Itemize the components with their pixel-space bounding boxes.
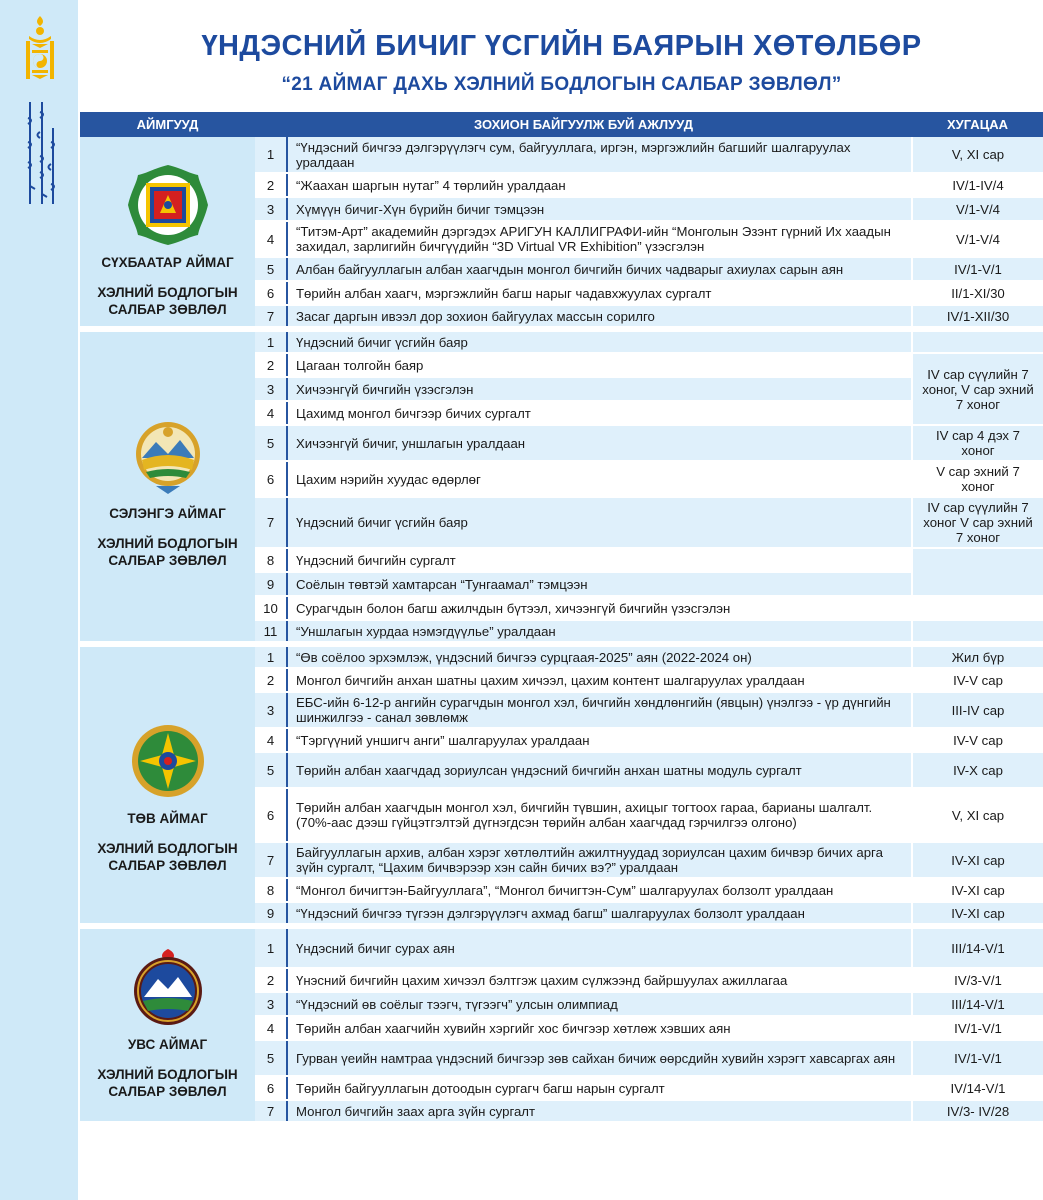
row-number: 10 [255,596,287,620]
row-number: 2 [255,668,287,692]
tuv-emblem-icon [126,719,210,803]
activity-text: Үнэсний бичгийн цахим хичээл бэлтгэж цахим сүлжээнд байршуулах ажиллагаа [287,968,912,992]
activity-text: Төрийн албан хаагчдын монгол хэл, бичгийн түвшин, ахицыг тогтоох гараа, барианы шалгалт. (70%-аас дээш гүйцэтгэлтэй дүгнэгдсэн төрийн албан хаагчдад гэрчилгээ олгоно) [287,788,912,842]
row-number: 9 [255,902,287,926]
table-body [80,137,1043,1124]
period-cell: V, XI сар [912,137,1043,173]
period-cell: II/1-XI/30 [912,281,1043,305]
activity-text: “Жаахан шаргын нутаг” 4 төрлийн уралдаан [287,173,912,197]
table-row [80,329,1043,353]
activity-text: Төрийн албан хаагчдад зориулсан үндэсний бичгийн анхан шатны модуль сургалт [287,752,912,788]
selenge-emblem-icon [126,414,210,498]
province-cell [80,644,255,926]
row-number: 4 [255,221,287,257]
row-number: 4 [255,1016,287,1040]
row-number: 7 [255,1100,287,1124]
activity-text: Үндэсний бичиг сурах аян [287,926,912,968]
activity-text: Гурван үеийн намтраа үндэсний бичгээр зөв сайхан бичиж өөрсдийн хувийн хэрэгт хавсаргах аян [287,1040,912,1076]
period-cell: IV сар 4 дэх 7 хоног [912,425,1043,461]
council-name: ХЭЛНИЙ БОДЛОГЫН САЛБАР ЗӨВЛӨЛ [97,1067,238,1099]
activity-text: “Өв соёлоо эрхэмлэж, үндэсний бичгээ сурцгаая-2025” аян (2022-2024 он) [287,644,912,668]
activity-text: ЕБС-ийн 6-12-р ангийн сурагчдын монгол хэл, бичгийн хөндлөнгийн (явцын) үнэлгээ - үр дүнгийн шинжилгээ - санал зөвлөмж [287,692,912,728]
activity-text: Хичээнгүй бичиг, уншлагын уралдаан [287,425,912,461]
period-cell: IV/1-IV/4 [912,173,1043,197]
period-cell: V сар эхний 7 хоног [912,461,1043,497]
column-header-province: АЙМГУУД [80,112,255,137]
page-header [80,0,1043,110]
period-cell: IV/3-V/1 [912,968,1043,992]
row-number: 3 [255,692,287,728]
province-name: ТӨВ АЙМАГ [127,811,208,826]
row-number: 3 [255,377,287,401]
period-cell: IV/1-V/1 [912,1040,1043,1076]
row-number: 2 [255,173,287,197]
page-subtitle: “21 АЙМАГ ДАХЬ ХЭЛНИЙ БОДЛОГЫН САЛБАР ЗӨВЛӨЛ” [281,74,842,95]
row-number: 7 [255,305,287,329]
period-cell: IV сар сүүлийн 7 хоног V сар эхний 7 хоног [912,497,1043,548]
activity-text: Соёлын төвтэй хамтарсан “Тунгаамал” тэмцээн [287,572,912,596]
activity-text: “Уншлагын хурдаа нэмэгдүүлье” уралдаан [287,620,912,644]
activity-text: Байгууллагын архив, албан хэрэг хөтлөлтийн ажилтнуудад зориулсан цахим бичвэр бичих арга зүйн сургалт, “Цахим бичвэрээр хэн сайн бичих вэ?” уралдаан [287,842,912,878]
period-cell: V/1-V/4 [912,221,1043,257]
row-number: 6 [255,788,287,842]
row-number: 2 [255,968,287,992]
period-cell: IV сар сүүлийн 7 хоног, V сар эхний 7 хоног [912,353,1043,425]
period-cell [912,329,1043,353]
row-number: 3 [255,197,287,221]
activity-text: “Үндэсний өв соёлыг тээгч, түгээгч” улсын олимпиад [287,992,912,1016]
period-cell [912,548,1043,596]
period-cell: IV/3- IV/28 [912,1100,1043,1124]
council-name: ХЭЛНИЙ БОДЛОГЫН САЛБАР ЗӨВЛӨЛ [97,285,238,317]
row-number: 5 [255,1040,287,1076]
period-cell: IV-XI сар [912,878,1043,902]
period-cell: V, XI сар [912,788,1043,842]
row-number: 6 [255,461,287,497]
sukhbaatar-emblem-icon [126,163,210,247]
period-cell: IV/1-XII/30 [912,305,1043,329]
row-number: 6 [255,1076,287,1100]
row-number: 1 [255,137,287,173]
period-cell: IV/1-V/1 [912,1016,1043,1040]
row-number: 8 [255,548,287,572]
province-cell [80,329,255,644]
row-number: 7 [255,497,287,548]
row-number: 1 [255,926,287,968]
side-strip [0,0,78,1200]
row-number: 1 [255,329,287,353]
activity-text: Хүмүүн бичиг-Хүн бүрийн бичиг тэмцээн [287,197,912,221]
activity-text: Монгол бичгийн заах арга зүйн сургалт [287,1100,912,1124]
activity-text: Төрийн албан хаагчийн хувийн хэргийг хос бичгээр хөтлөж хэвших аян [287,1016,912,1040]
period-cell [912,596,1043,620]
period-cell: IV-V сар [912,728,1043,752]
council-name: ХЭЛНИЙ БОДЛОГЫН САЛБАР ЗӨВЛӨЛ [97,536,238,568]
row-number: 4 [255,728,287,752]
activity-text: Үндэсний бичиг үсгийн баяр [287,329,912,353]
period-cell: IV-X сар [912,752,1043,788]
row-number: 3 [255,992,287,1016]
province-cell [80,926,255,1124]
period-cell: III-IV сар [912,692,1043,728]
activity-text: Хичээнгүй бичгийн үзэсгэлэн [287,377,912,401]
column-header-period: ХУГАЦАА [912,112,1043,137]
row-number: 8 [255,878,287,902]
activity-text: Үндэсний бичгийн сургалт [287,548,912,572]
period-cell: IV-XI сар [912,902,1043,926]
province-name: СҮХБААТАР АЙМАГ [101,255,234,270]
page-title: ҮНДЭСНИЙ БИЧИГ ҮСГИЙН БАЯРЫН ХӨТӨЛБӨР [201,30,922,62]
activity-text: Албан байгууллагын албан хаагчдын монгол бичгийн бичих чадварыг ахиулах сарын аян [287,257,912,281]
activity-text: Төрийн албан хаагч, мэргэжлийн багш нарыг чадавхжуулах сургалт [287,281,912,305]
activity-text: “Монгол бичигтэн-Байгууллага”, “Монгол бичигтэн-Сум” шалгаруулах болзолт уралдаан [287,878,912,902]
period-cell: Жил бүр [912,644,1043,668]
table-row [80,644,1043,668]
activity-text: Сурагчдын болон багш ажилчдын бүтээл, хичээнгүй бичгийн үзэсгэлэн [287,596,912,620]
row-number: 5 [255,425,287,461]
period-cell: III/14-V/1 [912,992,1043,1016]
activity-text: “Титэм-Арт” академийн дэргэдэх АРИГУН КАЛЛИГРАФИ-ийн “Монголын Эзэнт гүрний Их хаадын захидал, зарлигийн бичгүүдийн “3D Virtual VR Exhibition” үзэсгэлэн [287,221,912,257]
period-cell: III/14-V/1 [912,926,1043,968]
row-number: 6 [255,281,287,305]
period-cell: IV/1-V/1 [912,257,1043,281]
period-cell: IV-XI сар [912,842,1043,878]
soyombo-icon [20,14,60,84]
row-number: 1 [255,644,287,668]
period-cell: IV/14-V/1 [912,1076,1043,1100]
period-cell: IV-V сар [912,668,1043,692]
period-cell [912,620,1043,644]
activity-text: Үндэсний бичиг үсгийн баяр [287,497,912,548]
activity-text: “Үндэсний бичгээ дэлгэрүүлэгч сум, байгууллага, иргэн, мэргэжлийн багшийг шалгаруулах уралдаан [287,137,912,173]
activity-text: Монгол бичгийн анхан шатны цахим хичээл, цахим контент шалгаруулах уралдаан [287,668,912,692]
table-header-row [80,112,1043,137]
mongolian-script-vertical-text [22,98,58,208]
table-row [80,926,1043,968]
council-name: ХЭЛНИЙ БОДЛОГЫН САЛБАР ЗӨВЛӨЛ [97,841,238,873]
column-header-activities: ЗОХИОН БАЙГУУЛЖ БУЙ АЖЛУУД [255,112,912,137]
activity-text: Төрийн байгууллагын дотоодын сургагч багш нарын сургалт [287,1076,912,1100]
province-name: УВС АЙМАГ [127,1037,208,1052]
period-cell: V/1-V/4 [912,197,1043,221]
row-number: 7 [255,842,287,878]
province-cell [80,137,255,329]
row-number: 5 [255,752,287,788]
row-number: 4 [255,401,287,425]
province-name: СЭЛЭНГЭ АЙМАГ [109,506,226,521]
activity-text: Засаг даргын ивээл дор зохион байгуулах массын сорилго [287,305,912,329]
activity-text: Цахим нэрийн хуудас өдөрлөг [287,461,912,497]
activity-text: Цагаан толгойн баяр [287,353,912,377]
program-table [80,112,1043,1127]
activity-text: “Үндэсний бичгээ түгээн дэлгэрүүлэгч ахмад багш” шалгаруулах болзолт уралдаан [287,902,912,926]
activity-text: Цахимд монгол бичгээр бичих сургалт [287,401,912,425]
row-number: 9 [255,572,287,596]
program-table-container [80,112,1043,1127]
row-number: 5 [255,257,287,281]
activity-text: “Тэргүүний уншигч анги” шалгаруулах уралдаан [287,728,912,752]
row-number: 11 [255,620,287,644]
table-row [80,137,1043,173]
uvs-emblem-icon [126,945,210,1029]
row-number: 2 [255,353,287,377]
